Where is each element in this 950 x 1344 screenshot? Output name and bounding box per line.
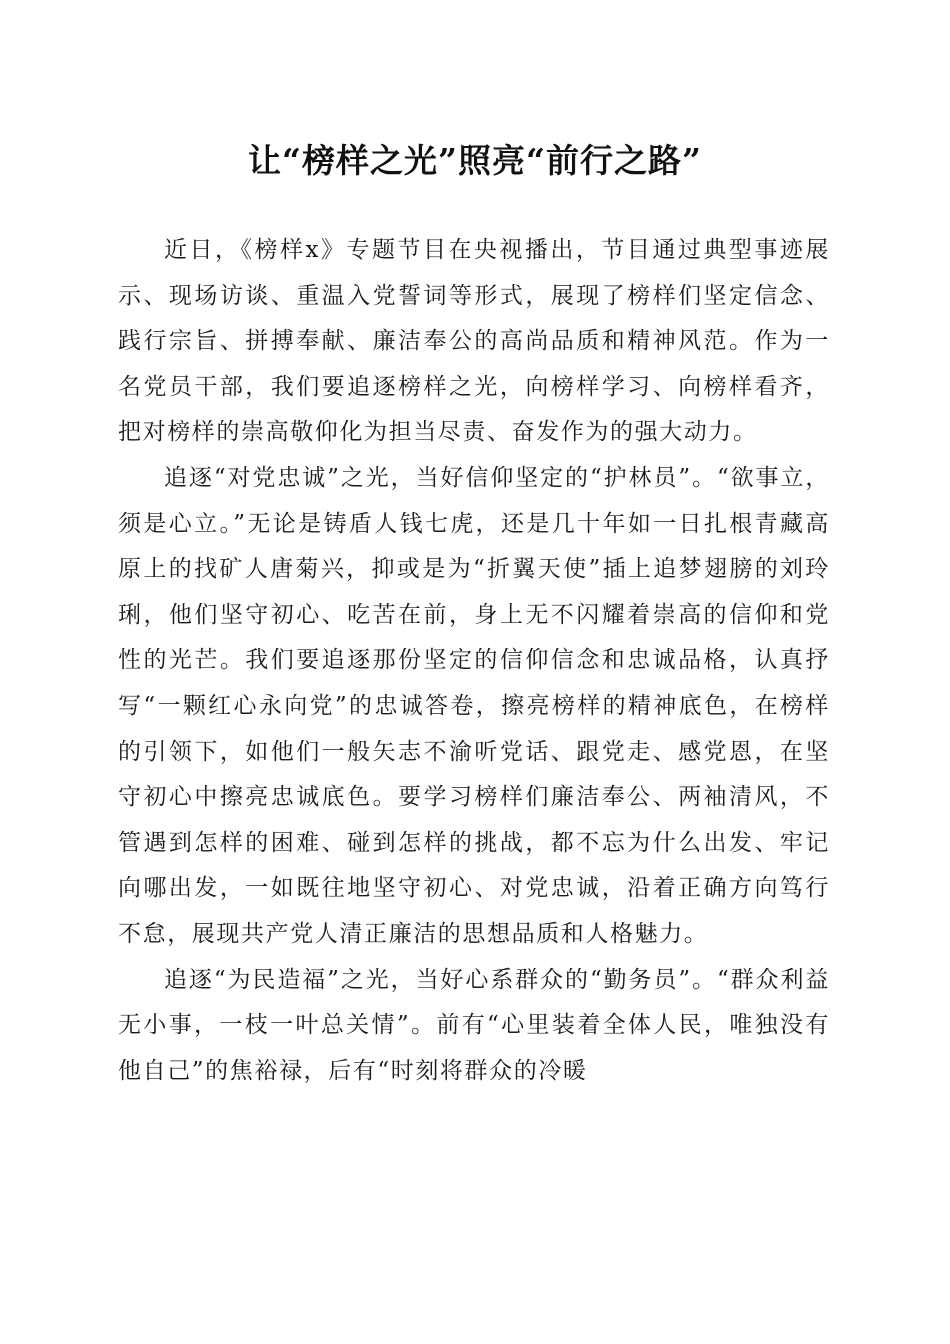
paragraph-people: 追逐“为民造福”之光，当好心系群众的“勤务员”。“群众利益无小事，一枝一叶总关情”。前有“心里装着全体人民，唯独没有他自己”的焦裕禄，后有“时刻将群众的冷暖 xyxy=(118,966,830,1084)
paragraph-intro: 近日，《榜样x》专题节目在央视播出，节目通过典型事迹展示、现场访谈、重温入党誓词等形式，展现了榜样们坚定信念、践行宗旨、拼搏奉献、廉洁奉公的高尚品质和精神风范。作为一名党员干部，我们要追逐榜样之光，向榜样学习、向榜样看齐，把对榜样的崇高敬仰化为担当尽责、奋发作为的强大动力。 xyxy=(118,237,830,446)
paragraph-loyalty: 追逐“对党忠诚”之光，当好信仰坚定的“护林员”。“欲事立，须是心立。”无论是铸盾人钱七虎，还是几十年如一日扎根青藏高原上的找矿人唐菊兴，抑或是为“折翼天使”插上追梦翅膀的刘玲琍，他们坚守初心、吃苦在前，身上无不闪耀着崇高的信仰和党性的光芒。我们要追逐那份坚定的信仰信念和忠诚品格，认真抒写“一颗红心永向党”的忠诚答卷，擦亮榜样的精神底色，在榜样的引领下，如他们一般矢志不渝听党话、跟党走、感党恩，在坚守初心中擦亮忠诚底色。要学习榜样们廉洁奉公、两袖清风，不管遇到怎样的困难、碰到怎样的挑战，都不忘为什么出发、牢记向哪出发，一如既往地坚守初心、对党忠诚，沿着正确方向笃行不怠，展现共产党人清正廉洁的思想品质和人格魅力。 xyxy=(118,464,830,947)
document-body xyxy=(118,228,830,1094)
document-title: 让“榜样之光”照亮“前行之路” xyxy=(248,141,702,180)
